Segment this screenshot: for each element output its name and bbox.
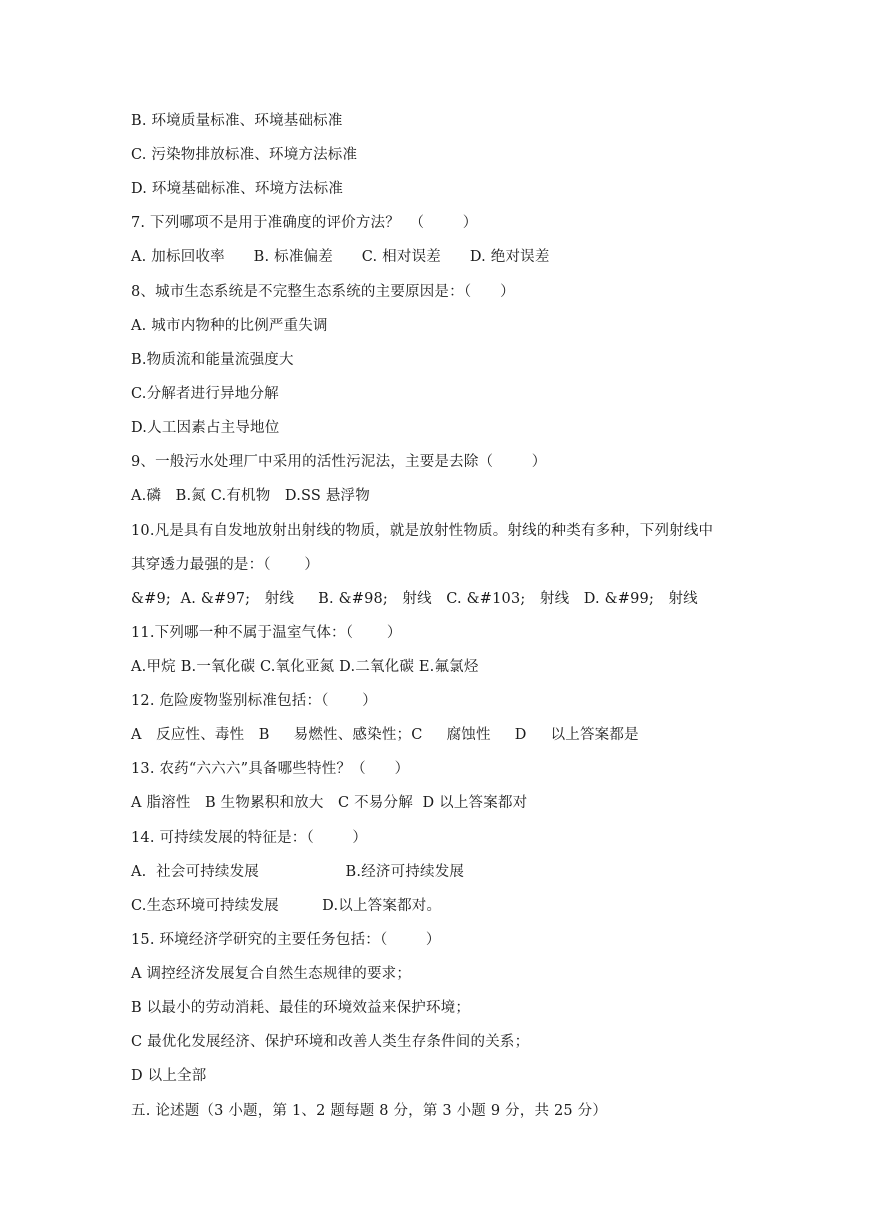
options-14-line-2: C.生态环境可持续发展 D.以上答案都对。 [131,898,442,914]
options-7: A. 加标回收率 B. 标准偏差 C. 相对误差 D. 绝对误差 [131,249,550,265]
options-10: &#9; A. &#97; 射线 B. &#98; 射线 C. &#103; 射线 D. &#99; 射线 [131,591,698,607]
question-15: 15. 环境经济学研究的主要任务包括：（ ） [131,932,441,948]
question-11: 11.下列哪一种不属于温室气体：（ ） [131,625,402,641]
option-line-8d: D.人工因素占主导地位 [131,420,280,436]
question-7: 7. 下列哪项不是用于准确度的评价方法？ （ ） [131,215,478,231]
question-14: 14. 可持续发展的特征是：（ ） [131,830,368,846]
options-13: A 脂溶性 B 生物累积和放大 C 不易分解 D 以上答案都对 [131,795,528,811]
question-13: 13. 农药“六六六”具备哪些特性？（ ） [131,761,410,777]
option-line-15a: A 调控经济发展复合自然生态规律的要求； [131,966,412,982]
question-10-line-1: 10.凡是具有自发地放射出射线的物质，就是放射性物质。射线的种类有多种，下列射线中 [131,523,714,539]
options-11: A.甲烷 B.一氧化碳 C.氧化亚氮 D.二氧化碳 E.氟氯烃 [131,659,479,675]
section-heading-essay: 五. 论述题（3 小题，第 1、2 题每题 8 分，第 3 小题 9 分，共 25 分） [131,1103,608,1119]
question-8: 8、城市生态系统是不完整生态系统的主要原因是：（ ） [131,284,515,300]
option-line-15c: C 最优化发展经济、保护环境和改善人类生存条件间的关系； [131,1034,530,1050]
option-line-15d: D 以上全部 [131,1068,207,1084]
option-line-8c: C.分解者进行异地分解 [131,386,279,402]
question-9: 9、一般污水处理厂中采用的活性污泥法，主要是去除（ ） [131,454,547,470]
option-line-6d: D. 环境基础标准、环境方法标准 [131,181,344,197]
option-line-8b: B.物质流和能量流强度大 [131,352,294,368]
options-9: A.磷 B.氮 C.有机物 D.SS 悬浮物 [131,488,370,504]
options-14-line-1: A. 社会可持续发展 B.经济可持续发展 [131,864,465,880]
question-12: 12. 危险废物鉴别标准包括：（ ） [131,693,377,709]
option-line-15b: B 以最小的劳动消耗、最佳的环境效益来保护环境； [131,1000,471,1016]
option-line-6b: B. 环境质量标准、环境基础标准 [131,113,343,129]
question-10-line-2: 其穿透力最强的是：（ ） [131,557,320,573]
options-12: A 反应性、毒性 B 易燃性、感染性；C 腐蚀性 D 以上答案都是 [131,727,639,743]
option-line-8a: A. 城市内物种的比例严重失调 [131,318,328,334]
option-line-6c: C. 污染物排放标准、环境方法标准 [131,147,358,163]
